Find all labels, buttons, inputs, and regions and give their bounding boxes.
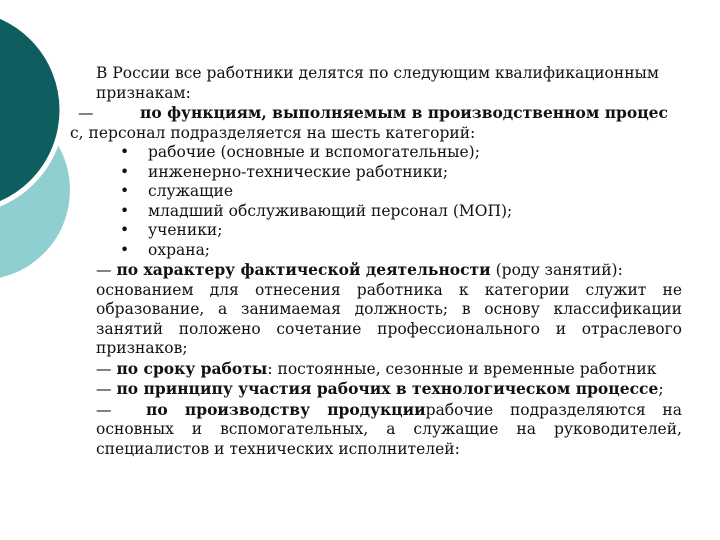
principle-dash: — [96,380,112,398]
functions-rest: с, персонал подразделяется на шесть категорий: [70,123,476,142]
functions-bold: по функциям, выполняемым в производственном процес [140,103,668,122]
list-item-label: рабочие (основные и вспомогательные); [148,143,480,161]
bullet-dot: • [120,221,130,239]
list-item-label: ученики; [148,221,223,239]
functions-paragraph [70,103,682,143]
character-body: основанием для отнесения работника к категории служит не образование, а занимаемая должность; в основу классификации занятий положено сочетание профессионального и отраслевого признаков; [96,280,682,357]
term-rest: : постоянные, сезонные и временные работник [267,359,657,378]
character-rest: (роду занятий): [490,261,623,279]
bullet-dot: • [120,162,130,181]
bullet-dot: • [120,182,130,200]
character-bold: по характеру фактической деятельности [116,260,491,279]
bullet-dot: • [120,240,130,259]
list-item [70,202,682,222]
principle-line [70,379,682,400]
categories-list [70,143,682,260]
principle-bold: по принципу участия рабочих в технологическом процессе [116,379,659,398]
character-paragraph [70,260,682,359]
list-item-label: служащие [148,182,234,200]
intro-line [70,64,682,103]
list-item [70,182,682,202]
list-item [70,143,682,163]
list-item-label: охрана; [148,240,211,259]
list-item-label: инженерно-технические работники; [148,162,449,181]
production-dash: — [96,400,112,419]
functions-dash: — [78,104,94,122]
term-bold: по сроку работы [116,358,268,378]
intro-text: В России все работники делятся по следующим квалификационным признакам: [96,64,659,102]
production-bold: по производству продукции [146,399,426,419]
term-dash: — [96,359,112,378]
principle-rest: ; [658,380,664,398]
character-dash: — [96,261,112,279]
list-item [70,241,682,261]
list-item-label: младший обслуживающий персонал (МОП); [148,201,513,220]
term-line [70,359,682,380]
list-item [70,221,682,241]
list-item [70,163,682,183]
production-rest: рабочие подразделяются на основных и вспомогательных, а служащие на руководителей, специалистов и технических исполнителей: [96,400,682,458]
slide-content [70,64,682,459]
bullet-dot: • [120,201,130,220]
production-paragraph [70,400,682,460]
bullet-dot: • [120,143,130,161]
